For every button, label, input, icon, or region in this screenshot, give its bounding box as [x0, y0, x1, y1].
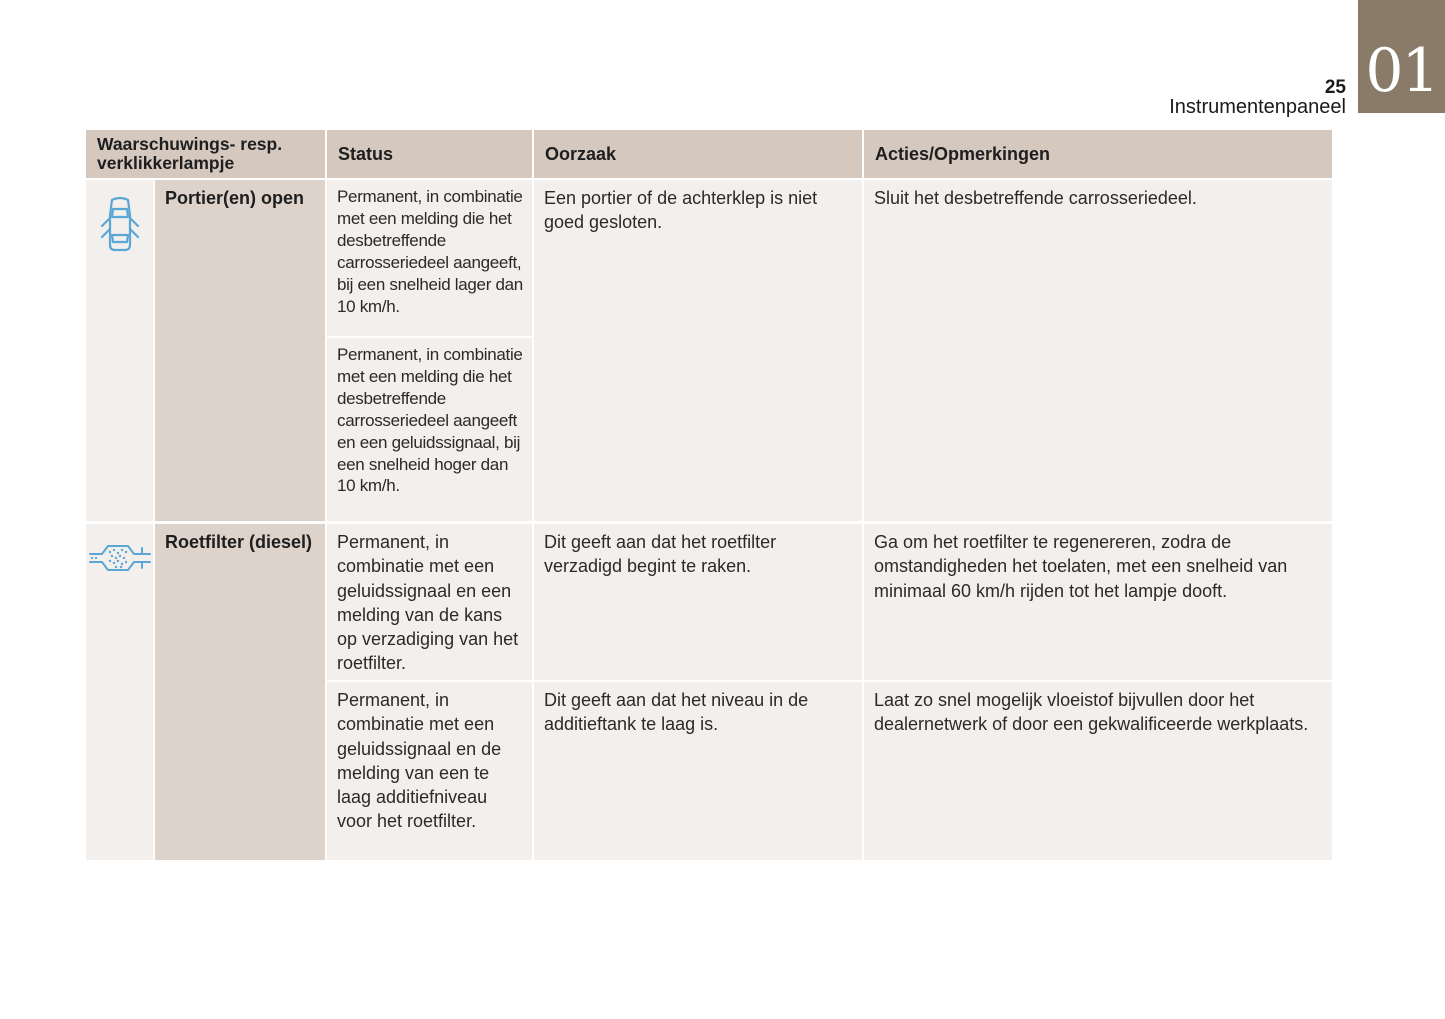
action-text: Laat zo snel mogelijk vloeistof bijvullen door het dealernetwerk of door een gekwalificeerde werkplaats. — [864, 682, 1332, 860]
column-header-status: Status — [327, 130, 532, 178]
page-number: 25 — [1324, 77, 1346, 98]
table-row-icon-cell — [86, 180, 153, 521]
car-door-open-icon — [86, 194, 153, 254]
column-header-actions: Acties/Opmerkingen — [864, 130, 1332, 178]
status-text: Permanent, in combinatie met een geluidssignaal en een melding van de kans op verzadiging van het roetfilter. — [327, 524, 532, 680]
particle-filter-icon — [86, 538, 153, 578]
lamp-name: Portier(en) open — [155, 180, 325, 521]
column-header-lamp: Waarschuwings- resp. verklikkerlampje — [86, 130, 325, 178]
chapter-number: 01 — [1365, 36, 1438, 106]
chapter-tab — [1358, 0, 1445, 113]
cause-text: Dit geeft aan dat het niveau in de additieftank te laag is. — [534, 682, 862, 860]
lamp-name: Roetfilter (diesel) — [155, 524, 325, 860]
action-text: Sluit het desbetreffende carrosseriedeel. — [864, 180, 1332, 521]
status-text: Permanent, in combinatie met een melding die het desbetreffende carrosseriedeel aangeeft en een geluidssignaal, bij een snelheid hoger dan 10 km/h. — [327, 338, 532, 521]
cause-text: Een portier of de achterklep is niet goed gesloten. — [534, 180, 862, 521]
status-text: Permanent, in combinatie met een melding die het desbetreffende carrosseriedeel aangeeft, bij een snelheid lager dan 10 km/h. — [327, 180, 532, 336]
status-text: Permanent, in combinatie met een geluidssignaal en de melding van een te laag additiefniveau voor het roetfilter. — [327, 682, 532, 860]
section-title: Instrumentenpaneel — [1169, 96, 1346, 118]
action-text: Ga om het roetfilter te regenereren, zodra de omstandigheden het toelaten, met een snelheid van minimaal 60 km/h rijden tot het lampje dooft. — [864, 524, 1332, 680]
cause-text: Dit geeft aan dat het roetfilter verzadigd begint te raken. — [534, 524, 862, 680]
table-row-icon-cell — [86, 524, 153, 860]
column-header-cause: Oorzaak — [534, 130, 862, 178]
